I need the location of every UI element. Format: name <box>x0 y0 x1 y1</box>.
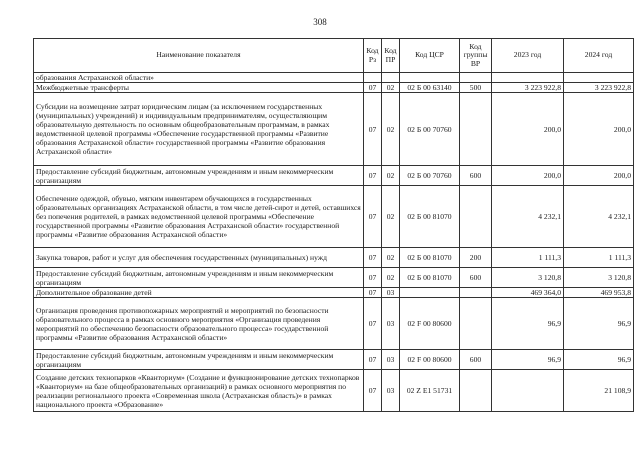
header-rz: Код Рз <box>364 39 382 73</box>
row-csr: 02 Б 00 81070 <box>400 268 460 288</box>
row-2024 <box>564 73 634 83</box>
row-name: Предоставление субсидий бюджетным, автономным учреждениям и иным некоммерческим организациям <box>34 268 364 288</box>
row-pr: 02 <box>382 268 400 288</box>
row-2023: 200,0 <box>492 166 564 186</box>
row-csr: 02 F 00 80600 <box>400 350 460 370</box>
row-csr: 02 Б 00 70760 <box>400 93 460 166</box>
row-pr: 03 <box>382 370 400 412</box>
row-2024: 200,0 <box>564 166 634 186</box>
table-row <box>34 186 634 248</box>
row-vr: 600 <box>460 166 492 186</box>
row-2023: 3 120,8 <box>492 268 564 288</box>
row-name: Закупка товаров, работ и услуг для обеспечения государственных (муниципальных) нужд <box>34 248 364 268</box>
row-name: Создание детских технопарков «Кванториум» (Создание и функционирование детских технопарков «Кванториум» на базе общеобразовательных организаций) в рамках основного мероприятия по реализации регионального проекта «Современная школа (Астраханская область)» в рамках национального проекта «Образование» <box>34 370 364 412</box>
row-2024: 3 223 922,8 <box>564 83 634 93</box>
row-csr <box>400 73 460 83</box>
row-2023: 96,9 <box>492 350 564 370</box>
row-rz: 07 <box>364 166 382 186</box>
row-pr: 03 <box>382 350 400 370</box>
header-pr: Код ПР <box>382 39 400 73</box>
table-row <box>34 288 634 298</box>
row-rz: 07 <box>364 288 382 298</box>
row-rz: 07 <box>364 298 382 350</box>
row-name: Организация проведения противопожарных мероприятий и мероприятий по безопасности образовательного процесса в рамках основного мероприятия «Организация проведения мероприятий по обеспечению безопасности образовательного процесса» государственной программы «Развитие образования Астраханской области» <box>34 298 364 350</box>
header-name: Наименование показателя <box>34 39 364 73</box>
row-name: Предоставление субсидий бюджетным, автономным учреждениям и иным некоммерческим организациям <box>34 166 364 186</box>
row-pr: 02 <box>382 93 400 166</box>
row-rz: 07 <box>364 268 382 288</box>
table-row <box>34 73 634 83</box>
row-2023: 200,0 <box>492 93 564 166</box>
row-vr <box>460 73 492 83</box>
row-csr: 02 Б 00 63140 <box>400 83 460 93</box>
header-vr: Код группы ВР <box>460 39 492 73</box>
row-vr <box>460 288 492 298</box>
row-vr <box>460 298 492 350</box>
row-2024: 3 120,8 <box>564 268 634 288</box>
row-rz: 07 <box>364 248 382 268</box>
table-row <box>34 370 634 412</box>
table-row <box>34 268 634 288</box>
row-pr: 03 <box>382 288 400 298</box>
table-row <box>34 166 634 186</box>
row-pr <box>382 73 400 83</box>
row-2023: 1 111,3 <box>492 248 564 268</box>
row-csr: 02 Z E1 51731 <box>400 370 460 412</box>
row-rz: 07 <box>364 350 382 370</box>
row-vr: 600 <box>460 350 492 370</box>
row-2023: 4 232,1 <box>492 186 564 248</box>
row-vr: 600 <box>460 268 492 288</box>
row-vr: 500 <box>460 83 492 93</box>
row-pr: 02 <box>382 83 400 93</box>
row-2023 <box>492 73 564 83</box>
table-row <box>34 298 634 350</box>
row-name: Предоставление субсидий бюджетным, автономным учреждениям и иным некоммерческим организациям <box>34 350 364 370</box>
row-rz: 07 <box>364 370 382 412</box>
row-name: Субсидии на возмещение затрат юридическим лицам (за исключением государственных (муниципальных) учреждений) и индивидуальным предпринимателям, осуществляющим образовательную деятельность по основным общеобразовательным программам, в рамках ведомственной целевой программы «Обеспечение государственной программы «Развитие образования Астраханской области» государственной программы «Развитие образования Астраханской области» <box>34 93 364 166</box>
row-csr: 02 Б 00 70760 <box>400 166 460 186</box>
table-row <box>34 83 634 93</box>
header-2024: 2024 год <box>564 39 634 73</box>
row-2024: 200,0 <box>564 93 634 166</box>
row-csr: 02 Б 00 81070 <box>400 186 460 248</box>
budget-table <box>33 38 634 412</box>
row-2023: 3 223 922,8 <box>492 83 564 93</box>
row-rz: 07 <box>364 93 382 166</box>
row-vr <box>460 93 492 166</box>
row-rz: 07 <box>364 186 382 248</box>
row-2024: 469 953,8 <box>564 288 634 298</box>
row-name: Дополнительное образование детей <box>34 288 364 298</box>
table-row <box>34 350 634 370</box>
header-csr: Код ЦСР <box>400 39 460 73</box>
row-csr <box>400 288 460 298</box>
row-pr: 02 <box>382 166 400 186</box>
header-2023: 2023 год <box>492 39 564 73</box>
row-csr: 02 Б 00 81070 <box>400 248 460 268</box>
row-name: образования Астраханской области» <box>34 73 364 83</box>
row-vr <box>460 186 492 248</box>
row-2024: 21 108,9 <box>564 370 634 412</box>
row-2024: 96,9 <box>564 350 634 370</box>
row-2023: 96,9 <box>492 298 564 350</box>
table-row <box>34 93 634 166</box>
table-row <box>34 248 634 268</box>
row-2023 <box>492 370 564 412</box>
row-2024: 1 111,3 <box>564 248 634 268</box>
row-2023: 469 364,0 <box>492 288 564 298</box>
table-header-row <box>34 39 634 73</box>
row-csr: 02 F 00 80600 <box>400 298 460 350</box>
row-pr: 02 <box>382 248 400 268</box>
row-rz: 07 <box>364 83 382 93</box>
row-vr: 200 <box>460 248 492 268</box>
row-pr: 02 <box>382 186 400 248</box>
row-name: Обеспечение одеждой, обувью, мягким инвентарем обучающихся в государственных образовательных организациях Астраханской области, в том числе детей-сирот и детей, оставшихся без попечения родителей, в рамках ведомственной целевой программы «Обеспечение государственной программы «Развитие образования Астраханской области» государственной программы «Развитие образования Астраханской области» <box>34 186 364 248</box>
row-rz <box>364 73 382 83</box>
row-name: Межбюджетные трансферты <box>34 83 364 93</box>
row-2024: 4 232,1 <box>564 186 634 248</box>
row-vr <box>460 370 492 412</box>
row-2024: 96,9 <box>564 298 634 350</box>
row-pr: 03 <box>382 298 400 350</box>
page-number: 308 <box>313 17 327 27</box>
